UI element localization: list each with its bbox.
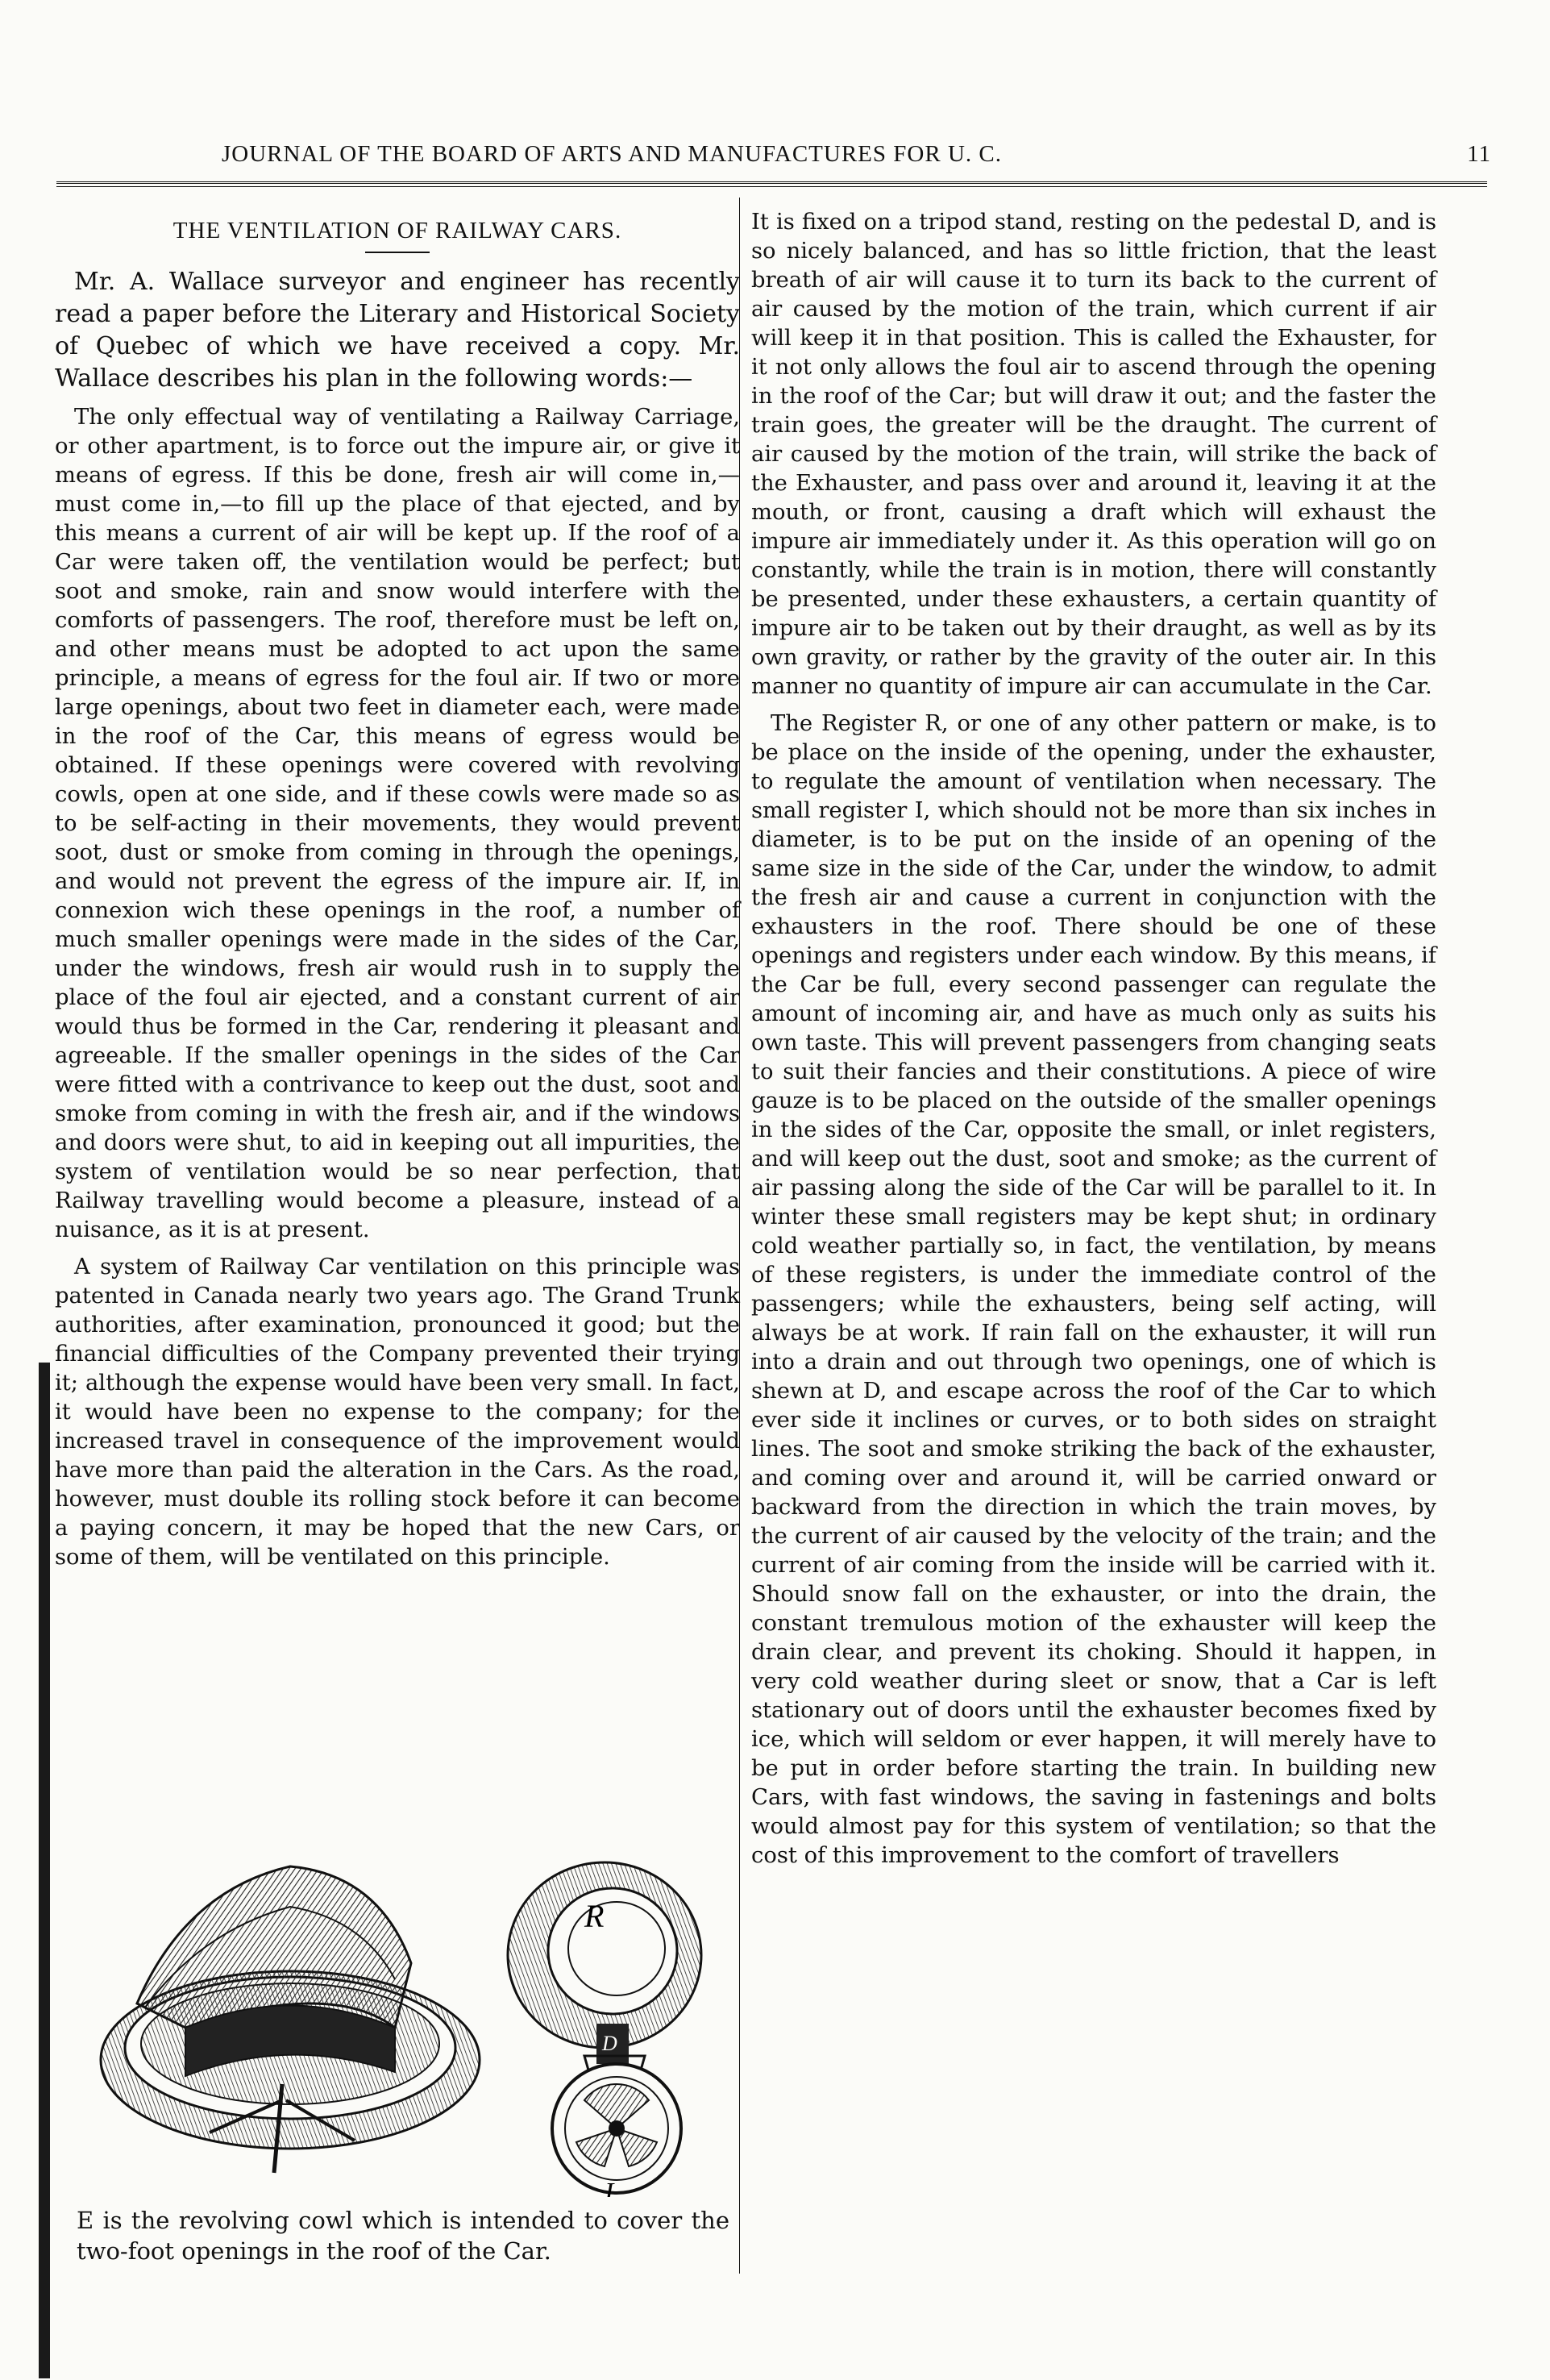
left-column: [55, 208, 740, 1580]
scan-edge-shadow: [39, 1363, 50, 2378]
page-number: 11: [1467, 141, 1491, 167]
header-rule: [56, 181, 1487, 187]
journal-title: JOURNAL OF THE BOARD OF ARTS AND MANUFACTURES FOR U. C.: [222, 141, 1002, 167]
figure-caption: [77, 2205, 729, 2266]
cowl-illustration: [89, 1842, 733, 2197]
exhauster-cowl-drawing: [101, 1866, 480, 2173]
article-title: THE VENTILATION OF RAILWAY CARS.: [172, 218, 622, 243]
stand-d-label: D: [602, 2032, 617, 2055]
running-header: [48, 133, 1491, 169]
caption-text: E is the revolving cowl which is intended to cover the two-foot openings in the roof of the Car.: [77, 2207, 729, 2265]
right-paragraph: The Register R, or one of any other pattern or make, is to be place on the inside of the opening, under the exhauster, to regulate the amount of ventilation when necessary. The small register I, which should not be more than six inches in diameter, is to be put on the inside of an opening of the same size in the side of the Car, under the window, to admit the fresh air and cause a current in conjunction with the exhausters in the roof. There should be one of these openings and registers under each window. By this means, if the Car be full, every second passenger can regulate the amount of incoming air, and have as much only as suits his own taste. This will prevent passengers from changing seats to suit their fancies and their constitutions. A piece of wire gauze is to be placed on the outside of the smaller openings in the sides of the Car, opposite the small, or inlet registers, and will keep out the dust, soot and smoke; as the current of air passing along the side of the Car will be parallel to it. In winter these small registers may be kept shut; in ordinary cold weather partially so, in fact, the ventilation, by means of these registers, is under the immediate control of the passengers; while the exhausters, being self acting, will always be at work. If rain fall on the exhauster, it will run into a drain and out through two openings, one of which is shewn at D, and escape across the roof of the Car to which ever side it inclines or curves, or to both sides on straight lines. The soot and smoke striking the back of the exhauster, and coming over and around it, will be carried onward or backward from the direction in which the train moves, by the current of air caused by the velocity of the train; and the current of air coming from the inside will be carried with it. Should snow fall on the exhauster, or into the drain, the constant tremulous motion of the exhauster will keep the drain clear, and prevent its choking. Should it happen, in very cold weather during sleet or snow, that a Car is left stationary out of doors until the exhauster becomes fixed by ice, which will seldom or ever happen, it will merely have to be put in order before starting the train. In building new Cars, with fast windows, the saving in fastenings and bolts would almost pay for this system of ventilation; so that the cost of this improvement to the comfort of travellers: [751, 711, 1436, 1868]
left-paragraph: A system of Railway Car ventilation on this principle was patented in Canada nearly two years ago. The Grand Trunk authorities, after examination, pronounced it good; but the financial difficulties of the Company prevented their trying it; although the expense would have been very small. In fact, it would have been no expense to the company; for the increased travel in consequence of the improvement would have more than paid the alteration in the Cars. As the road, however, must double its rolling stock before it can become a paying concern, it may be hoped that the new Cars, or some of them, will be ventilated on this principle.: [55, 1254, 740, 1570]
register-r-label: R: [584, 1898, 605, 1934]
right-column: [751, 208, 1436, 1879]
article-intro: Mr. A. Wallace surveyor and engineer has recently read a paper before the Literary and Historical Society of Quebec of which we have received a copy. Mr. Wallace describes his plan in the following words:—: [55, 268, 740, 393]
right-paragraph: It is fixed on a tripod stand, resting on the pedestal D, and is so nicely balanced, and has so little friction, that the least breath of air will cause it to turn its back to the current of air caused by the motion of the train, which current if air will keep it in that position. This is called the Exhauster, for it not only allows the foul air to ascend through the opening in the roof of the Car; but will draw it out; and the faster the train goes, the greater will be the draught. The current of air caused by the motion of the train, will strike the back of the Exhauster, and pass over and around it, leaving it at the mouth, or front, causing a draft which will exhaust the impure air immediately under it. As this operation will go on constantly, while the train is in motion, there will constantly be presented, under these exhausters, a certain quantity of impure air to be taken out by their draught, as well as by its own gravity, or rather by the gravity of the outer air. In this manner no quantity of impure air can accumulate in the Car.: [751, 210, 1436, 699]
register-i-drawing: [552, 2064, 681, 2193]
title-rule: [365, 252, 430, 253]
left-paragraph: The only effectual way of ventilating a Railway Carriage, or other apartment, is to force out the impure air, or give it means of egress. If this be done, fresh air will come in,—must come in,—to fill up the place of that ejected, and by this means a current of air will be kept up. If the roof of a Car were taken off, the ventilation would be perfect; but soot and smoke, rain and snow would interfere with the comforts of passengers. The roof, therefore must be left on, and other means must be adopted to act upon the same principle, a means of egress for the foul air. If two or more large openings, about two feet in diameter each, were made in the roof of the Car, this means of egress would be obtained. If these openings were covered with revolving cowls, open at one side, and if these cowls were made so as to be self-acting in their movements, they would prevent soot, dust or smoke from coming in through the openings, and would not prevent the egress of the impure air. If, in connexion wich these openings in the roof, a number of much smaller openings were made in the sides of the Car, under the windows, fresh air would rush in to supply the place of the foul air ejected, and a constant current of air would thus be formed in the Car, rendering it pleasant and agreeable. If the smaller openings in the sides of the Car were fitted with a contrivance to keep out the dust, soot and smoke from coming in with the fresh air, and if the windows and doors were shut, to aid in keeping out all impurities, the system of ventilation would be so near perfection, that Railway travelling would become a pleasure, instead of a nuisance, as it is at present.: [55, 405, 740, 1242]
register-i-label: I: [605, 2178, 614, 2197]
